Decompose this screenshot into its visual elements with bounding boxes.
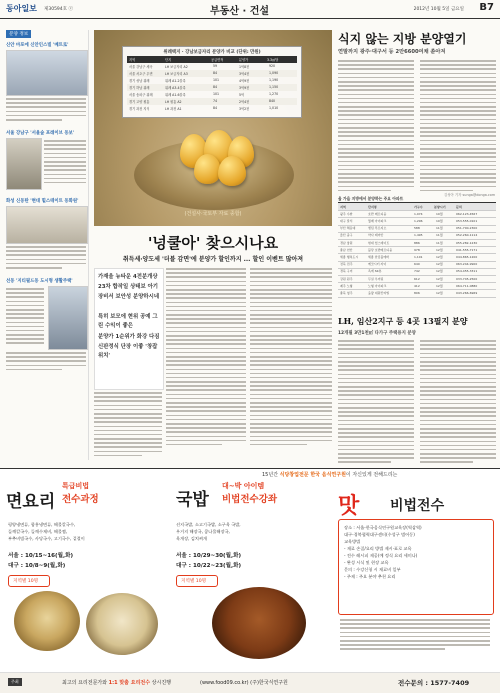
course-fine-print (340, 619, 490, 653)
table-row: 부산 해운대 센텀 푸르지오 588 11월 051-700-2300 (338, 225, 496, 233)
table-row: 서울 송파구 위례 위례 A1-6블록 101 5억 1,270 (129, 91, 279, 97)
table-row: 경기 고양 원흥 LH 원흥 A2 74 2억4천 840 (127, 98, 297, 105)
article-body (166, 268, 246, 448)
bestseller-line: 분양가 1순위가 화강 다짐 (98, 334, 160, 340)
ad-footer-slogan: 최고의 요리전문가와 1:1 맞춤 요리전수 상시진행 (62, 680, 171, 686)
table-row: 전북 전주 에코시티 자이 640 12월 063-244-9900 (338, 261, 496, 269)
listing-body (6, 352, 86, 373)
table-row: 광주 수완 호반 베르디움 1,074 10월 062-123-4567 (338, 210, 496, 218)
listing-body (44, 140, 86, 186)
right-headline: 식지 않는 지방 분양열기 (338, 32, 467, 46)
page-number: B7 (479, 2, 494, 13)
gukbap-bowl-image (212, 587, 306, 659)
table-row: 경기 성남 위례 위례 A1-2블록 101 4억9천 1,190 (129, 77, 279, 83)
course-title: 맛 (338, 493, 360, 519)
table-row: 서울 강남구 세곡 LH 보금자리 A2 59 1억8천 920 (129, 63, 276, 69)
listing-body (6, 98, 86, 123)
table-header-row: 지역 단지 공급면적 분양가 3.3㎡당 (127, 56, 297, 63)
listing-body (6, 246, 86, 271)
bestseller-line: 23차 합작일 상태보 아기 (98, 284, 158, 290)
byline: 김성아 기자 sunga@donga.com (444, 193, 496, 197)
second-headline: LH, 임산2지구 등 4곳 13필지 분양 (338, 316, 468, 326)
price-comparison-table (122, 46, 302, 118)
main-subhead: 취득세·양도세 '더블 감면'에 분양가 할인까지 ... 할인 이벤트 많아져 (122, 256, 304, 263)
course-tag: 비법전수강좌 (222, 494, 278, 505)
masthead-bar (0, 0, 500, 19)
bestseller-line: 특히 보모에 현위 공예 그린 수익이 좋은 (98, 314, 158, 329)
article-body (338, 60, 414, 194)
article-body (420, 340, 496, 466)
bestseller-box (94, 268, 164, 390)
course-tag: 전수과정 (62, 494, 99, 505)
golden-egg (218, 156, 246, 186)
second-subhead: 12개필 3만1천㎡ 다가구 주택용지 분양 (338, 331, 416, 336)
table-row: 제주 노형 노형 아이파크 412 12월 064-711-0880 (338, 282, 496, 290)
sidebar-tag: 분양 정보 (6, 30, 31, 38)
listing-body (6, 288, 44, 347)
host-badge: 주최 (8, 678, 22, 686)
article-body (94, 392, 162, 459)
section-title: 부동산 · 건설 (210, 6, 270, 17)
listing-map (6, 206, 88, 244)
advertisement (0, 468, 500, 692)
table-row: 충북 청주 율량 대원칸타빌 806 12월 043-266-6969 (338, 289, 496, 297)
issue-date: 2012년 10월 5일 금요일 (413, 7, 464, 12)
table-row: 경기 하남 위례 위례 A3-4블록 84 3억9천 1,150 (127, 84, 297, 91)
table-row: 경남 창원 현대 힐스테이트 886 11월 055-282-1230 (338, 239, 496, 247)
sidebar-listings (6, 30, 89, 460)
course-menu-list: 선지국밥, 소고기국밥, 소구육 국밥, 우거지 해장국, 콩나물해장국, 육개장, 김치찌개 (176, 522, 241, 541)
listing-photo (48, 286, 88, 350)
table-title: 위례택지 · 강남보금자리 분양가 비교 (단위: 만원) (163, 50, 261, 55)
article-body (420, 60, 496, 194)
seats-badge: 지역별 10명 (8, 575, 50, 587)
main-headline: '넝쿨아' 찾으시나요 (147, 234, 279, 252)
table-row: 강원 원주 무실 우미린 612 12월 033-745-2500 (338, 275, 496, 283)
listing-title: 선동 '지티필드동 도시형 생활주택' (6, 279, 73, 284)
table-row: 서울 서초구 우면 LH 보금자리 A3 84 3억4천 1,090 (127, 70, 297, 77)
table-row: 충남 천안 불당 호반베르디움 978 12월 041-555-7171 (338, 246, 496, 254)
course-tag: 특급비법 (62, 482, 90, 490)
course-schedule: 서울 : 10/29~30(월,화) 대구 : 10/22~23(월,화) (176, 553, 242, 569)
course-title: 국밥 (176, 490, 209, 510)
ad-footer (0, 672, 500, 693)
table-row: 경북 구미 옥계 SK뷰 742 12월 054-455-3311 (338, 268, 496, 276)
article-body (250, 268, 332, 448)
golden-egg (194, 154, 221, 184)
article-body (338, 340, 414, 466)
right-subhead: 연말까지 광주·대구서 등 2만6600여채 쏟아져 (338, 49, 446, 55)
table-title: 올 가을 지방에서 분양하는 주요 아파트 (338, 196, 404, 201)
course-title: 면요리 (6, 492, 56, 512)
feature-photo (94, 30, 332, 226)
listing-title: 신안 마포에 신안인스빌 '메트로' (6, 43, 69, 48)
seats-badge: 지역별 10명 (176, 575, 218, 587)
listing-photo (6, 138, 42, 190)
listing-title: 서울 강남구 '서울숲 포레이브 동보' (6, 131, 75, 136)
bestseller-line: 가재울 뉴타운 4전분개상 (98, 274, 158, 280)
table-header-row: 지역 단지명 가구수 분양시기 문의 (338, 203, 496, 211)
ad-footer-org: (www.food09.co.kr) (주)한국식연구원 (200, 680, 288, 686)
table-row: 경기 과천 지식 LH 과천 A1 84 3억2천 1,010 (129, 105, 279, 111)
course-subtitle: 비법전수 (390, 498, 445, 514)
course-tag: 대~박 아이템 (222, 482, 265, 490)
photo-caption: (건설사·국토부 자료 종합) (184, 211, 242, 217)
bestseller-line: 장비서 보안성 분양하시네 (98, 294, 160, 300)
bestseller-line: 신판정식 단장 이좋 '창잡 위치' (98, 344, 158, 359)
ad-phone: 전수문의 : 1577-7409 (398, 679, 470, 687)
course-info-list: 장소 : 서울-한국음식연구원교육장(역삼역) 대구-경북협력대구센터(수성구 범어동) 교육방법 - 재료 손질/요리 방법 제시·표로 교육 - 전수 레시피 제공(예 정식 요리 세미나) - 완성 시식 및 현장 교육 문의 : 수강신청 시 재료비 일부 - 주제 : 주요 분야 추천 요리 (344, 525, 422, 579)
listing-photo (6, 50, 88, 96)
listing-title: 화성 신동탄 '현대 힐스테이트 동화원' (6, 199, 79, 204)
course-info-box (338, 519, 494, 615)
regional-supply-table (338, 196, 496, 303)
course-menu-list: 평양냉면류, 함흥냉면류, 해물칼국수, 들깨칼국수, 들깨수제비, 해물찜, 부추비빔국수, 사당국수, 고기국수, 겉절이 (8, 522, 85, 541)
newspaper-logo: 동아일보 (6, 3, 37, 13)
noodle-bowl-image (86, 593, 158, 655)
noodle-bowl-image (14, 591, 80, 651)
course-schedule: 서울 : 10/15~16(월,화) 대구 : 10/8~9(월,화) (8, 553, 74, 569)
ad-banner: 15년간 식당창업전문 한국 음식연구원이 자신있게 전해드리는 (262, 472, 398, 478)
issue-number: 제30594호 ⓒ (44, 7, 73, 12)
table-row: 대구 달서 월배 아이파크 1,296 10월 053-555-0101 (338, 217, 496, 225)
table-row: 울산 중구 약사 래미안 1,495 11월 052-260-1114 (338, 232, 496, 240)
table-row: 세종 행복도시 세종 한림풀에버 1,101 12월 044-865-1200 (338, 253, 496, 261)
